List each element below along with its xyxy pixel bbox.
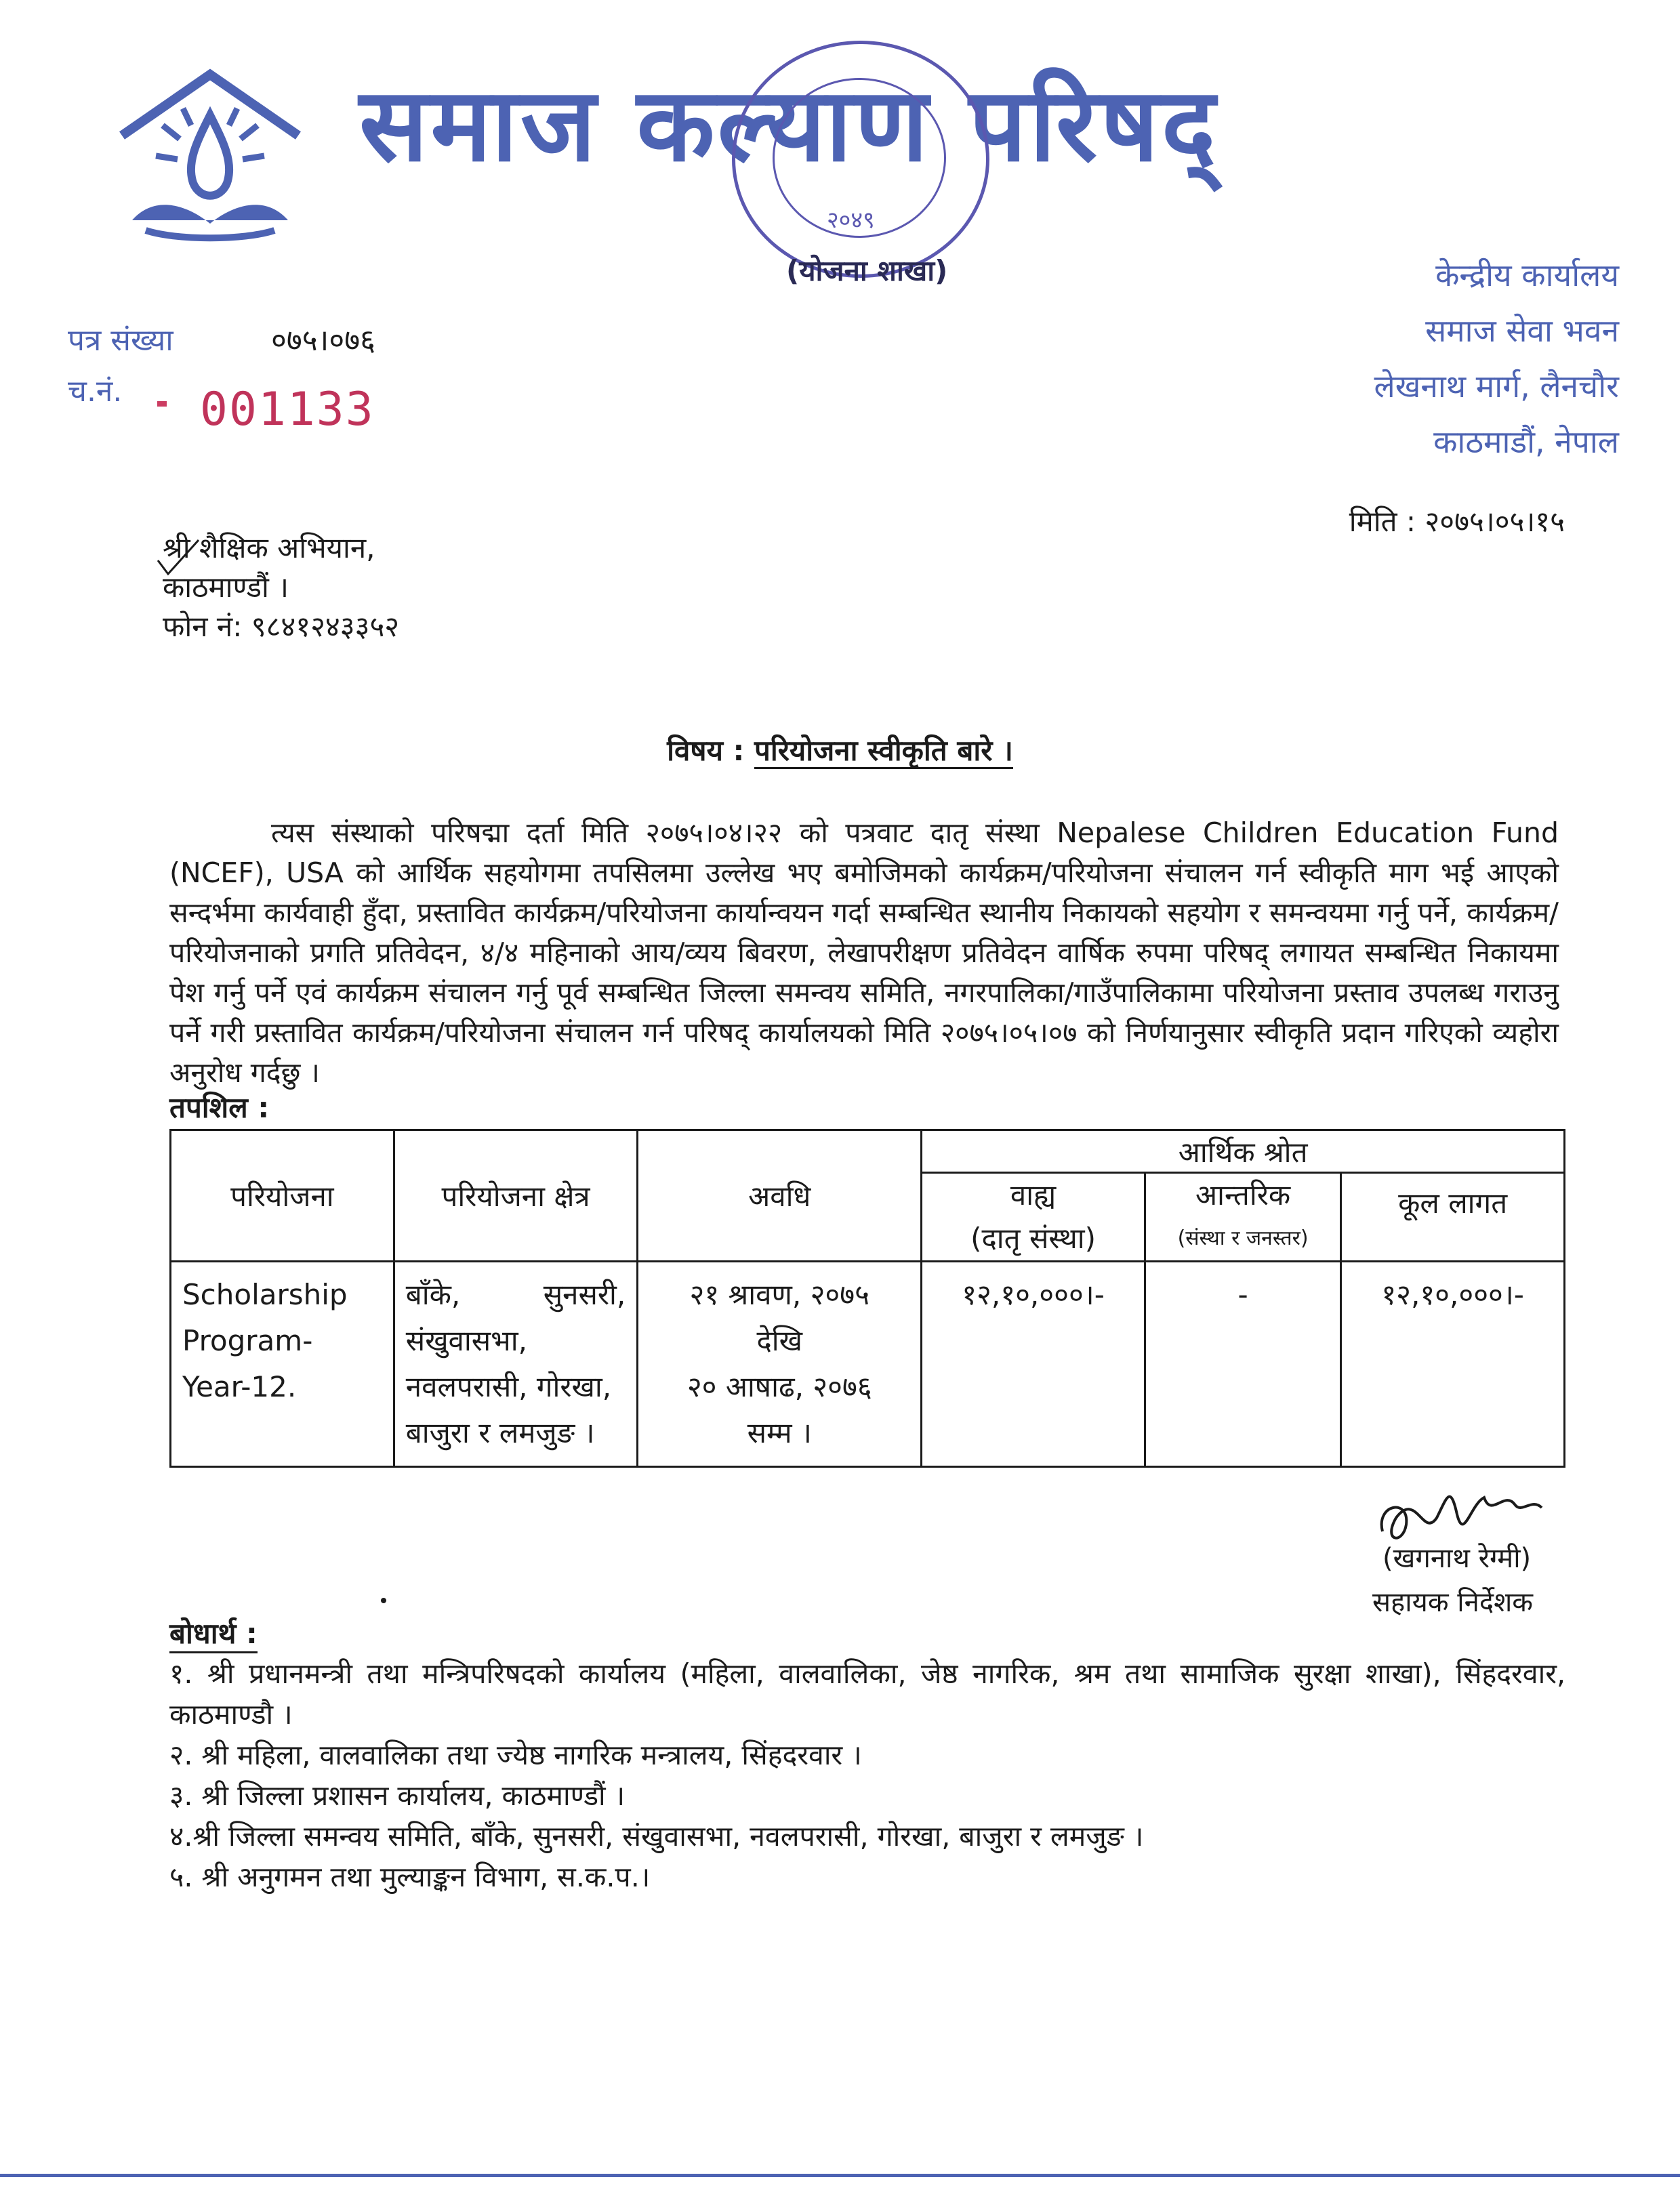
project-line: Scholarship xyxy=(182,1278,348,1311)
table-row xyxy=(171,1262,1565,1467)
address-line: समाज सेवा भवन xyxy=(1425,312,1619,349)
header-finance: आर्थिक श्रोत xyxy=(922,1130,1565,1173)
cell-external: १२,१०,०००।- xyxy=(922,1262,1145,1467)
recipient-phone: फोन नं: ९८४१२४३३५२ xyxy=(163,610,400,643)
section-label: (योजना शाखा) xyxy=(786,254,948,287)
org-logo-icon xyxy=(115,61,305,251)
stray-dot xyxy=(381,1598,386,1603)
cc-item: २. श्री महिला, वालवालिका तथा ज्येष्ठ नागरिक मन्त्रालय, सिंहदरवार । xyxy=(169,1739,862,1771)
letter-date: मिति : २०७५।०५।१५ xyxy=(1349,505,1565,538)
header-internal-label: आन्तरिक xyxy=(1195,1178,1291,1212)
subject-text: परियोजना स्वीकृति बारे । xyxy=(754,734,1013,769)
area-text: सुनसरी, xyxy=(543,1278,626,1311)
cc-item: ३. श्री जिल्ला प्रशासन कार्यालय, काठमाण्डौं । xyxy=(169,1779,626,1812)
recipient-name: श्री शैक्षिक अभियान, xyxy=(163,531,375,564)
duration-line: सम्म । xyxy=(747,1416,812,1449)
cell-total: १२,१०,०००।- xyxy=(1341,1262,1565,1467)
subject-line xyxy=(0,730,1680,769)
area-text: बाँके, xyxy=(405,1278,461,1311)
cell-internal: - xyxy=(1145,1262,1340,1467)
dispatch-dash xyxy=(157,401,167,407)
header-internal-sub: (संस्था र जनस्तर) xyxy=(1177,1226,1309,1250)
cc-item: ४.श्री जिल्ला समन्वय समिति, बाँके, सुनसरी, संखुवासभा, नवलपरासी, गोरखा, बाजुरा र लमजुङ । xyxy=(169,1820,1144,1853)
header-project: परियोजना xyxy=(171,1130,394,1262)
header-external-sub: (दातृ संस्था) xyxy=(970,1222,1096,1255)
letter-number-value: ०७५।०७६ xyxy=(271,323,375,358)
cc-item: १. श्री प्रधानमन्त्री तथा मन्त्रिपरिषदको कार्यालय (महिला, वालवालिका, जेष्ठ नागरिक, श्रम तथा सामाजिक सुरक्षा शाखा), सिंहदरवार, काठमाण्डौ । xyxy=(169,1657,1565,1731)
header-external-label: वाह्य xyxy=(1010,1178,1057,1212)
cc-item: ५. श्री अनुगमन तथा मुल्याङ्कन विभाग, स.क.प.। xyxy=(169,1861,651,1893)
project-table xyxy=(169,1129,1565,1468)
dispatch-number-label: च.नं. xyxy=(68,374,123,409)
header-external xyxy=(922,1173,1145,1262)
duration-line: देखि xyxy=(756,1324,803,1357)
signer-title: सहायक निर्देशक xyxy=(1372,1587,1533,1618)
cell-area xyxy=(394,1262,638,1467)
footer-rule xyxy=(0,2174,1680,2177)
cc-heading: बोधार्थ : xyxy=(169,1616,258,1653)
cell-project xyxy=(171,1262,394,1467)
recipient-block xyxy=(163,529,399,646)
address-line: काठमाडौं, नेपाल xyxy=(1433,424,1619,460)
recipient-city: काठमाण्डौं । xyxy=(163,571,289,604)
details-label: तपशिल : xyxy=(169,1091,270,1124)
body-text: त्यस संस्थाको परिषद्मा दर्ता मिति २०७५।०४।२२ को पत्रवाट दातृ संस्था Nepalese Children Education Fund (NCEF), USA को आर्थिक सहयोगमा तपसिलमा उल्लेख भए बमोजिमको कार्यक्रम/परियोजना संचालन गर्न स्वीकृति माग भई आएको सन्दर्भमा कार्यवाही हुँदा, प्रस्तावित कार्यक्रम/परियोजना कार्यान्वयन गर्दा सम्बन्धित स्थानीय निकायको सहयोग र समन्वयमा गर्नु पर्ने, कार्यक्रम/परियोजनाको प्रगति प्रतिवेदन, ४/४ महिनाको आय/व्यय बिवरण, लेखापरीक्षण प्रतिवेदन वार्षिक रुपमा परिषद् लगायत सम्बन्धित निकायमा पेश गर्नु पर्ने एवं कार्यक्रम संचालन गर्नु पूर्व सम्बन्धित जिल्ला समन्वय समिति, नगरपालिका/गाउँपालिकामा परियोजना प्रस्ताव उपलब्ध गराउनु पर्ने गरी प्रस्तावित कार्यक्रम/परियोजना संचालन गर्न परिषद् कार्यालयको मिति २०७५।०५।०७ को निर्णयानुसार स्वीकृति प्रदान गरिएको व्यहोरा अनुरोध गर्दछु । xyxy=(169,817,1559,1089)
dispatch-number-value: 001133 xyxy=(200,383,375,436)
cell-duration xyxy=(638,1262,922,1467)
letter-number-label: पत्र संख्या xyxy=(68,323,173,358)
area-line: नवलपरासी, गोरखा, xyxy=(405,1370,612,1403)
cc-list xyxy=(169,1653,1565,1897)
duration-line: २१ श्रावण, २०७५ xyxy=(689,1278,869,1311)
seal-year: २०४९ xyxy=(827,207,875,234)
signer-name: (खगनाथ रेग्मी) xyxy=(1382,1543,1532,1574)
address-line: केन्द्रीय कार्यालय xyxy=(1435,257,1619,293)
org-name: समाज कल्याण परिषद् xyxy=(359,66,1218,184)
header-internal xyxy=(1145,1173,1340,1262)
area-line: संखुवासभा, xyxy=(405,1324,527,1357)
header-total: कूल लागत xyxy=(1341,1173,1565,1262)
body-paragraph xyxy=(169,813,1559,1093)
office-address xyxy=(1374,247,1620,470)
address-line: लेखनाथ मार्ग, लैनचौर xyxy=(1374,368,1619,405)
area-line: बाजुरा र लमजुङ । xyxy=(405,1416,595,1449)
project-line: Program- xyxy=(182,1324,313,1357)
subject-label: विषय : xyxy=(667,734,754,767)
project-line: Year-12. xyxy=(182,1370,297,1403)
header-area: परियोजना क्षेत्र xyxy=(394,1130,638,1262)
duration-line: २० आषाढ, २०७६ xyxy=(687,1370,872,1403)
header-duration: अवधि xyxy=(638,1130,922,1262)
